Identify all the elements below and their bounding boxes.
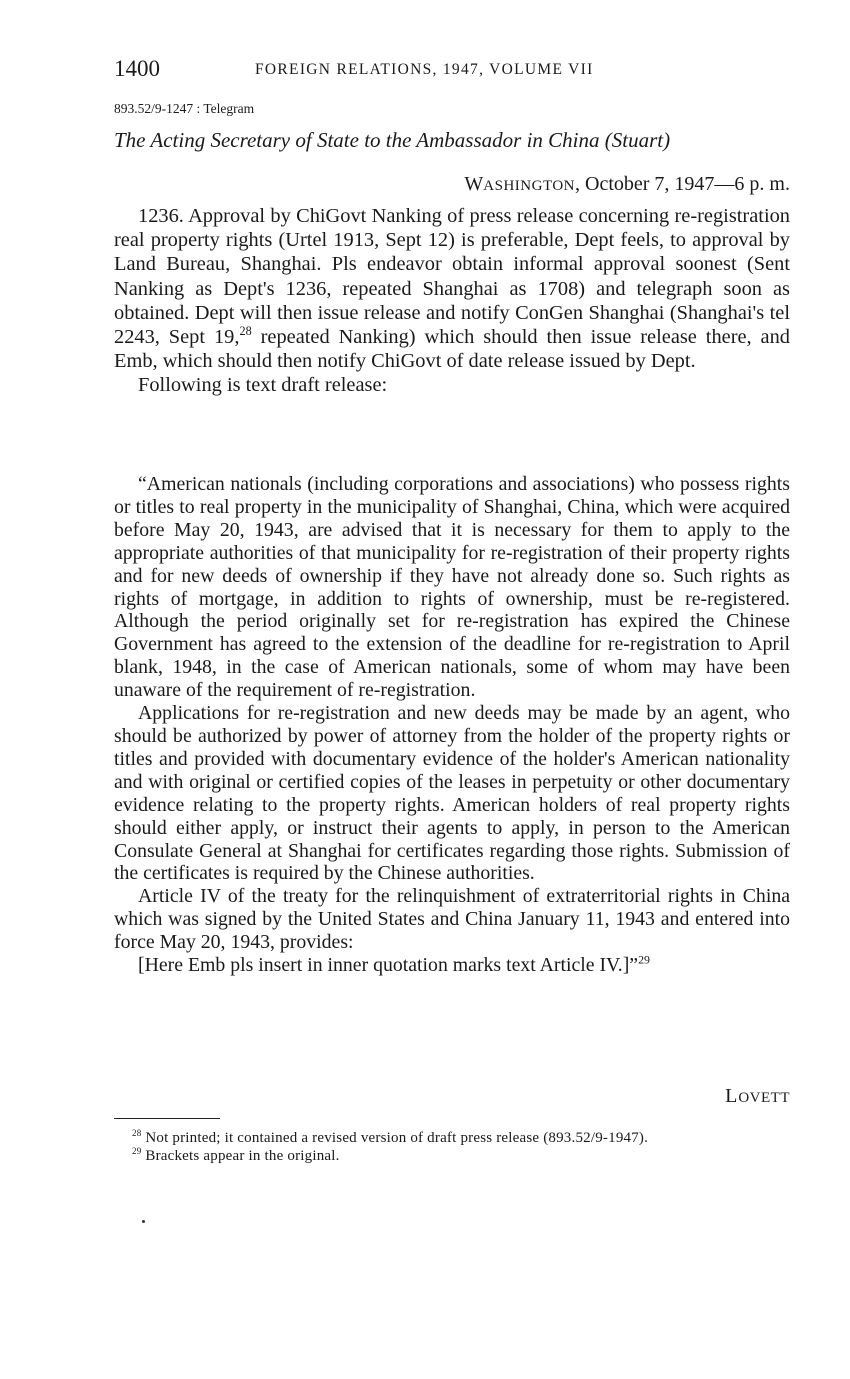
paragraph-1-end: repeated Nanking) which should then issue release there, and Emb, which should then notify ChiGovt of date release issued by Dept.	[114, 326, 790, 373]
signature	[725, 1085, 790, 1108]
footnote-29-text: Brackets appear in the original.	[145, 1147, 340, 1164]
telegram-body	[114, 204, 790, 398]
draft-release-quote	[114, 473, 790, 977]
paragraph-2: Following is text draft release:	[138, 374, 388, 397]
stray-ink-dot	[142, 1220, 145, 1223]
quote-paragraph-3: Article IV of the treaty for the relinquishment of extraterritorial rights in China which was signed by the United States and China January 11, 1943 and entered into force May 20, 1943, provides:	[114, 885, 790, 954]
dateline-place-initial: W	[464, 173, 484, 195]
footnote-29-mark: 29	[132, 1145, 142, 1156]
footnote-28-text: Not printed; it contained a revised version of draft press release (893.52/9-1947).	[145, 1130, 649, 1146]
quote-paragraph-2: Applications for re-registration and new deeds may be made by an agent, who should be authorized by power of attorney from the holder of the property rights or titles and provided with documentary evidence of the holder's American nationality and with original or certified copies of the leases in perpetuity or other documentary evidence relating to the property rights. American holders of real property rights should either apply, or instruct their agents to apply, in person to the American Consulate General at Shanghai for certificates regarding those rights. Submission of the certificates is required by the Chinese authorities.	[114, 702, 790, 885]
footnote-29	[114, 1145, 790, 1166]
file-reference: 893.52/9-1247 : Telegram	[114, 101, 255, 116]
signature-rest: OVETT	[738, 1090, 790, 1106]
dateline-date: , October 7, 1947—6 p. m.	[575, 173, 790, 195]
dateline-place-rest: ASHINGTON	[483, 178, 576, 194]
footnote-28	[114, 1130, 790, 1148]
running-head	[114, 56, 790, 86]
dateline	[464, 173, 790, 196]
footnotes	[114, 1130, 790, 1165]
signature-initial: L	[725, 1085, 739, 1107]
paragraph-1	[114, 204, 790, 373]
running-title: FOREIGN RELATIONS, 1947, VOLUME VII	[255, 61, 594, 78]
paragraph-1-text: 1236. Approval by ChiGovt Nanking of press release concerning re-registration real property rights (Urtel 1913, Sept 12) is preferable, Dept feels, to approval by Land Bureau, Shanghai. Pls endeavor obtain informal approval soonest (Sent Nanking as Dept's 1236, repeated Shanghai as 1708) and telegraph soon as obtained. Dept will then issue release and notify ConGen Shanghai (Shanghai's tel 2243, Sept 19,	[114, 205, 790, 349]
document-title: The Acting Secretary of State to the Ambassador in China (Stuart)	[114, 128, 671, 152]
footnote-28-mark: 28	[132, 1128, 142, 1138]
quote-paragraph-4	[114, 954, 790, 977]
quote-paragraph-4-text: [Here Emb pls insert in inner quotation marks text Article IV.]”	[138, 954, 639, 977]
footnote-ref-29: 29	[638, 952, 650, 967]
page-number: 1400	[114, 56, 160, 81]
quote-paragraph-1: “American nationals (including corporations and associations) who possess rights or titles to real property in the municipality of Shanghai, China, which were acquired before May 20, 1943, are advised that it is necessary for them to apply to the appropriate authorities of that municipality for re-registration of their property rights and for new deeds of ownership if they have not already done so. Such rights as rights of mortgage, in addition to rights of ownership, must be re-registered. Although the period originally set for re-registration has expired the Chinese Government has agreed to the extension of the deadline for re-registration to April blank, 1948, in the case of American nationals, some of whom may have been unaware of the requirement of re-registration.	[114, 473, 790, 702]
footnote-ref-28: 28	[239, 324, 252, 339]
footnote-rule	[114, 1118, 220, 1119]
